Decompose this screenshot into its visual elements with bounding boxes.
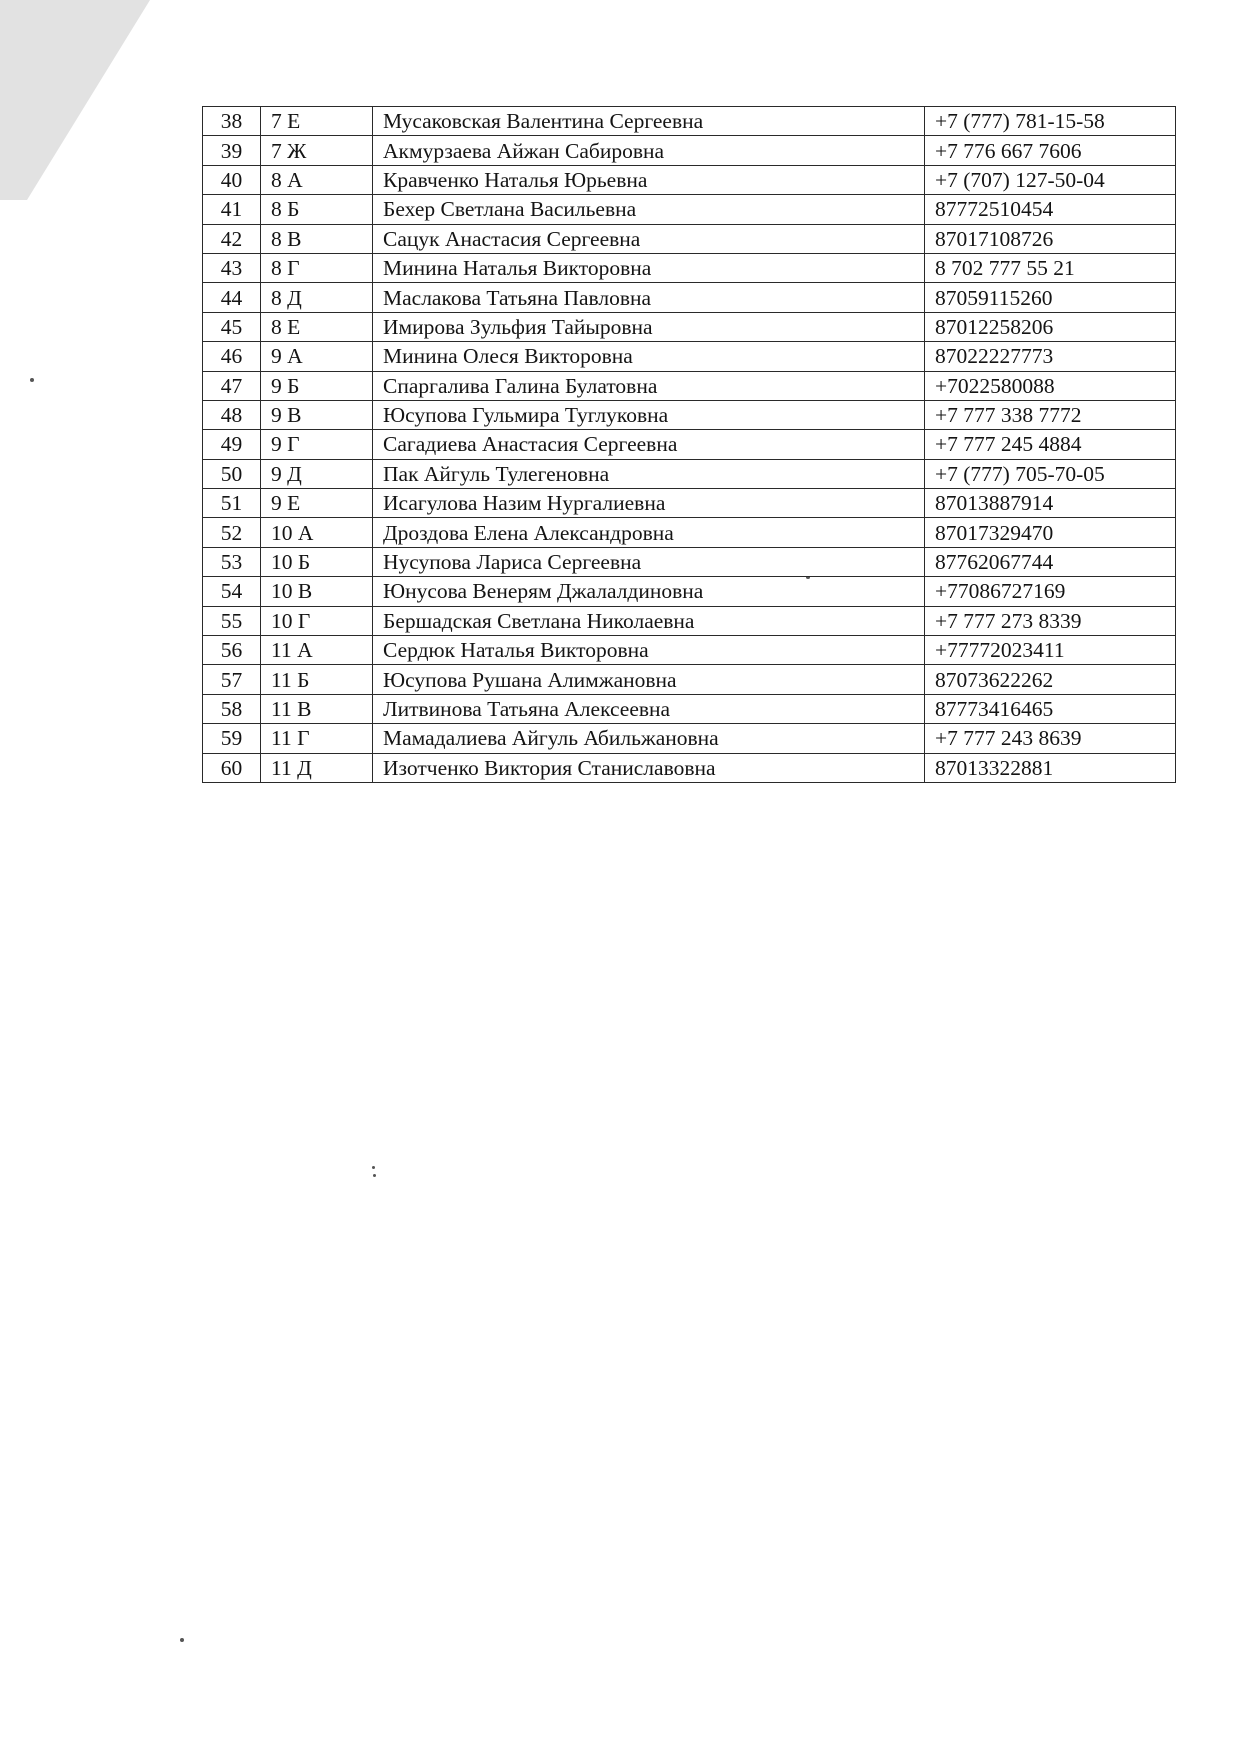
teacher-name-cell: Юсупова Гульмира Туглуковна	[373, 400, 925, 429]
teacher-name-cell: Литвинова Татьяна Алексеевна	[373, 694, 925, 723]
table-row	[203, 665, 1176, 694]
teacher-name-cell: Исагулова Назим Нургалиевна	[373, 489, 925, 518]
phone-cell: 87017329470	[925, 518, 1176, 547]
row-number-cell: 43	[203, 253, 261, 282]
phone-cell: +7 777 273 8339	[925, 606, 1176, 635]
phone-cell: 87059115260	[925, 283, 1176, 312]
contacts-table-body	[203, 107, 1176, 783]
teacher-name-cell: Акмурзаева Айжан Сабировна	[373, 136, 925, 165]
row-number-cell: 45	[203, 312, 261, 341]
scan-shadow	[0, 0, 150, 200]
row-number-cell: 60	[203, 753, 261, 782]
phone-cell: +7 776 667 7606	[925, 136, 1176, 165]
class-cell: 9 А	[261, 342, 373, 371]
class-cell: 11 Г	[261, 724, 373, 753]
table-row	[203, 518, 1176, 547]
phone-cell: 87073622262	[925, 665, 1176, 694]
teacher-name-cell: Минина Олеся Викторовна	[373, 342, 925, 371]
phone-cell: 87017108726	[925, 224, 1176, 253]
teacher-name-cell: Спаргалива Галина Булатовна	[373, 371, 925, 400]
class-cell: 10 Г	[261, 606, 373, 635]
class-cell: 10 А	[261, 518, 373, 547]
class-cell: 11 А	[261, 636, 373, 665]
row-number-cell: 57	[203, 665, 261, 694]
table-row	[203, 165, 1176, 194]
phone-cell: +7 (777) 781-15-58	[925, 107, 1176, 136]
phone-cell: 87013887914	[925, 489, 1176, 518]
table-row	[203, 694, 1176, 723]
contacts-table	[202, 106, 1176, 783]
class-cell: 9 В	[261, 400, 373, 429]
phone-cell: +7 777 338 7772	[925, 400, 1176, 429]
class-cell: 8 В	[261, 224, 373, 253]
table-row	[203, 195, 1176, 224]
class-cell: 10 В	[261, 577, 373, 606]
phone-cell: 87773416465	[925, 694, 1176, 723]
table-row	[203, 400, 1176, 429]
scan-speck	[30, 378, 34, 382]
phone-cell: 87013322881	[925, 753, 1176, 782]
teacher-name-cell: Бехер Светлана Васильевна	[373, 195, 925, 224]
phone-cell: +7 (707) 127-50-04	[925, 165, 1176, 194]
table-row	[203, 606, 1176, 635]
class-cell: 10 Б	[261, 547, 373, 576]
row-number-cell: 40	[203, 165, 261, 194]
class-cell: 8 Е	[261, 312, 373, 341]
table-row	[203, 136, 1176, 165]
phone-cell: +7 777 245 4884	[925, 430, 1176, 459]
row-number-cell: 39	[203, 136, 261, 165]
class-cell: 11 Б	[261, 665, 373, 694]
teacher-name-cell: Имирова Зульфия Тайыровна	[373, 312, 925, 341]
phone-cell: +7 (777) 705-70-05	[925, 459, 1176, 488]
scan-speck	[180, 1638, 184, 1642]
row-number-cell: 38	[203, 107, 261, 136]
class-cell: 8 Б	[261, 195, 373, 224]
phone-cell: +77086727169	[925, 577, 1176, 606]
teacher-name-cell: Мусаковская Валентина Сергеевна	[373, 107, 925, 136]
row-number-cell: 47	[203, 371, 261, 400]
teacher-name-cell: Мамадалиева Айгуль Абильжановна	[373, 724, 925, 753]
table-row	[203, 547, 1176, 576]
row-number-cell: 58	[203, 694, 261, 723]
table-row	[203, 577, 1176, 606]
table-row	[203, 489, 1176, 518]
table-row	[203, 342, 1176, 371]
scan-speck	[373, 1174, 376, 1177]
teacher-name-cell: Сацук Анастасия Сергеевна	[373, 224, 925, 253]
row-number-cell: 41	[203, 195, 261, 224]
row-number-cell: 53	[203, 547, 261, 576]
phone-cell: 87762067744	[925, 547, 1176, 576]
row-number-cell: 52	[203, 518, 261, 547]
phone-cell: 87012258206	[925, 312, 1176, 341]
row-number-cell: 50	[203, 459, 261, 488]
teacher-name-cell: Юсупова Рушана Алимжановна	[373, 665, 925, 694]
table-row	[203, 312, 1176, 341]
class-cell: 8 Г	[261, 253, 373, 282]
row-number-cell: 48	[203, 400, 261, 429]
class-cell: 9 Е	[261, 489, 373, 518]
table-row	[203, 107, 1176, 136]
teacher-name-cell: Минина Наталья Викторовна	[373, 253, 925, 282]
row-number-cell: 49	[203, 430, 261, 459]
teacher-name-cell: Юнусова Венерям Джалалдиновна	[373, 577, 925, 606]
teacher-name-cell: Кравченко Наталья Юрьевна	[373, 165, 925, 194]
class-cell: 11 Д	[261, 753, 373, 782]
row-number-cell: 51	[203, 489, 261, 518]
table-row	[203, 636, 1176, 665]
table-row	[203, 430, 1176, 459]
table-row	[203, 224, 1176, 253]
table-row	[203, 253, 1176, 282]
phone-cell: 87022227773	[925, 342, 1176, 371]
phone-cell: 8 702 777 55 21	[925, 253, 1176, 282]
table-row	[203, 371, 1176, 400]
class-cell: 11 В	[261, 694, 373, 723]
row-number-cell: 54	[203, 577, 261, 606]
class-cell: 9 Д	[261, 459, 373, 488]
scan-speck	[372, 1166, 375, 1169]
class-cell: 7 Е	[261, 107, 373, 136]
teacher-name-cell: Бершадская Светлана Николаевна	[373, 606, 925, 635]
table-row	[203, 459, 1176, 488]
teacher-name-cell: Дроздова Елена Александровна	[373, 518, 925, 547]
row-number-cell: 56	[203, 636, 261, 665]
row-number-cell: 42	[203, 224, 261, 253]
table-row	[203, 283, 1176, 312]
teacher-name-cell: Сердюк Наталья Викторовна	[373, 636, 925, 665]
teacher-name-cell: Нусупова Лариса Сергеевна	[373, 547, 925, 576]
phone-cell: +7 777 243 8639	[925, 724, 1176, 753]
teacher-name-cell: Пак Айгуль Тулегеновна	[373, 459, 925, 488]
teacher-name-cell: Маслакова Татьяна Павловна	[373, 283, 925, 312]
row-number-cell: 46	[203, 342, 261, 371]
class-cell: 9 Г	[261, 430, 373, 459]
class-cell: 9 Б	[261, 371, 373, 400]
row-number-cell: 44	[203, 283, 261, 312]
class-cell: 8 Д	[261, 283, 373, 312]
phone-cell: +7022580088	[925, 371, 1176, 400]
table-row	[203, 753, 1176, 782]
class-cell: 7 Ж	[261, 136, 373, 165]
phone-cell: 87772510454	[925, 195, 1176, 224]
row-number-cell: 59	[203, 724, 261, 753]
row-number-cell: 55	[203, 606, 261, 635]
class-cell: 8 А	[261, 165, 373, 194]
table-row	[203, 724, 1176, 753]
phone-cell: +77772023411	[925, 636, 1176, 665]
teacher-name-cell: Изотченко Виктория Станиславовна	[373, 753, 925, 782]
teacher-name-cell: Сагадиева Анастасия Сергеевна	[373, 430, 925, 459]
